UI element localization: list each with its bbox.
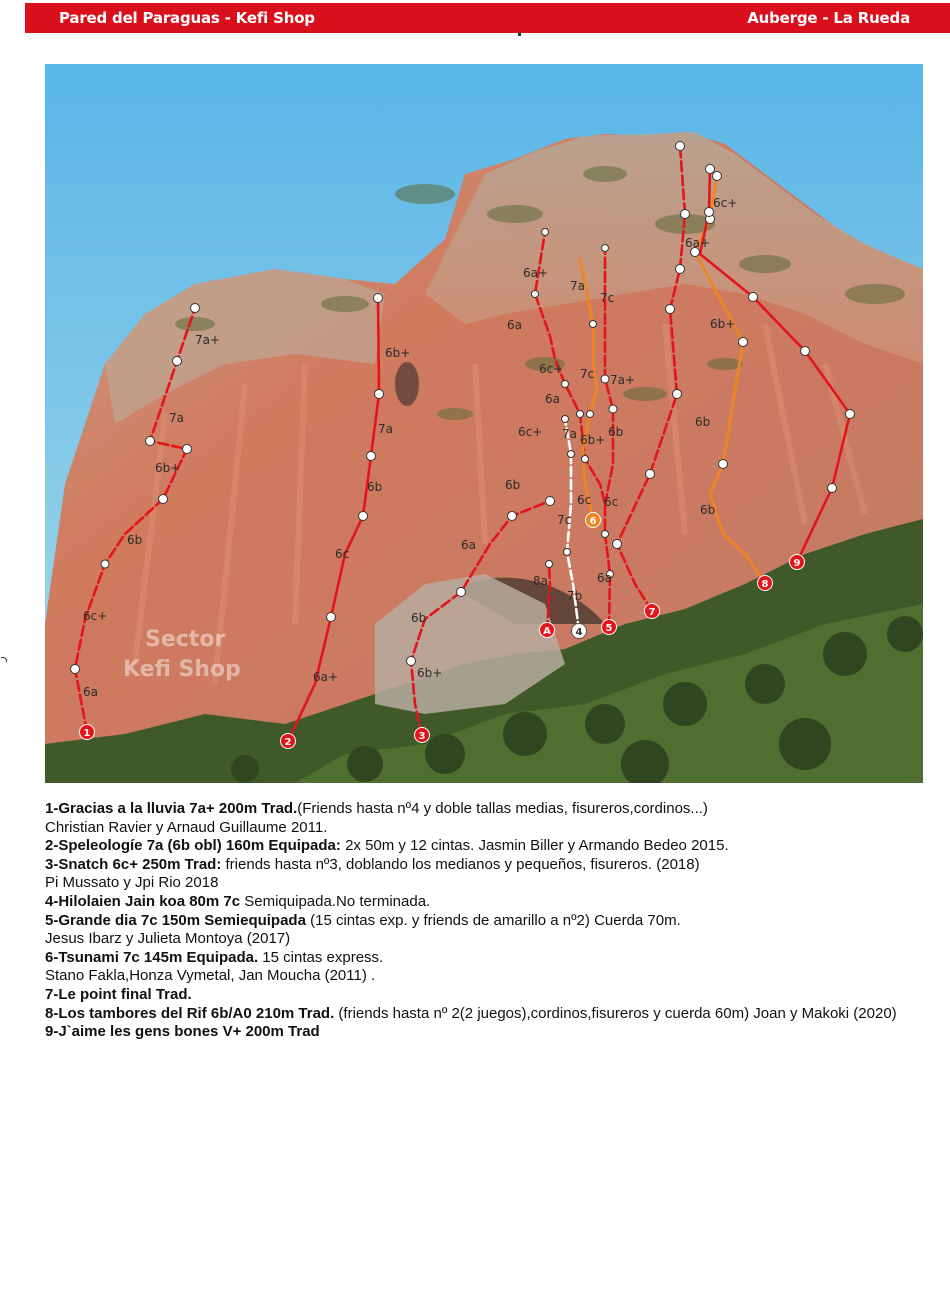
grade-label: 6b+: [385, 346, 411, 360]
scan-mark: [1, 657, 7, 662]
legend-route-8: 8-Los tambores del Rif 6b/A0 210m Trad. (friends hasta nº 2(2 juegos),cordinos,fisureros y cuerda 60m) Joan y Makoki (2020): [45, 1004, 897, 1022]
cave: [395, 362, 419, 406]
legend-route-1-authors: Christian Ravier y Arnaud Guillaume 2011.: [45, 818, 328, 836]
grade-label: 7a: [169, 411, 184, 425]
grade-label: 6b+: [155, 461, 181, 475]
grade-label: 6a: [461, 538, 476, 552]
svg-text:6: 6: [589, 516, 597, 527]
grade-label: 6b+: [417, 666, 443, 680]
grade-label: 6a+: [685, 236, 711, 250]
svg-text:7: 7: [648, 607, 656, 618]
svg-text:5: 5: [605, 623, 613, 634]
legend-route-7: 7-Le point final Trad.: [45, 985, 192, 1003]
grade-label: 7a: [378, 422, 393, 436]
svg-text:1: 1: [83, 728, 91, 739]
grade-label: 6c+: [518, 425, 543, 439]
route-marker-3: [415, 728, 430, 743]
route-marker-4: [572, 624, 587, 639]
grade-label: 7a: [562, 427, 577, 441]
grade-label: 7a+: [195, 333, 221, 347]
legend-route-9: 9-J`aime les gens bones V+ 200m Trad: [45, 1023, 320, 1041]
grade-label: 6a: [507, 318, 522, 332]
legend-route-3: 3-Snatch 6c+ 250m Trad: friends hasta nº3, doblando los medianos y pequeños, fisureros. (2018): [45, 855, 700, 873]
route-marker-5: [602, 620, 617, 635]
route-marker-1: [80, 725, 95, 740]
header-left-title: Pared del Paraguas - Kefi Shop: [59, 9, 315, 27]
topo-photo: [45, 64, 923, 783]
grade-label: 6c: [577, 493, 592, 507]
watermark-line2: Kefi Shop: [123, 657, 241, 682]
grade-label: 6b+: [580, 433, 606, 447]
svg-text:8: 8: [761, 579, 769, 590]
grade-label: 7c: [557, 513, 572, 527]
grade-label: 6b: [127, 533, 143, 547]
route-marker-8: [758, 576, 773, 591]
svg-text:9: 9: [793, 558, 801, 569]
grade-label: 6c: [335, 547, 350, 561]
svg-text:2: 2: [284, 737, 292, 748]
legend-route-6-authors: Stano Fakla,Honza Vymetal, Jan Moucha (2011) .: [45, 967, 376, 985]
grade-label: 6c+: [83, 609, 108, 623]
grade-label: 6a: [83, 685, 98, 699]
legend-route-2: 2-Speleologíe 7a (6b obl) 160m Equipada: 2x 50m y 12 cintas. Jasmin Biller y Armando Bedeo 2015.: [45, 837, 729, 855]
legend-route-5: 5-Grande dia 7c 150m Semiequipada (15 cintas exp. y friends de amarillo a nº2) Cuerda 70m.: [45, 911, 681, 929]
route-legend: [45, 800, 925, 1042]
svg-text:4: 4: [575, 627, 583, 638]
grade-label: 6a+: [313, 670, 339, 684]
scan-mark: [518, 32, 521, 36]
grade-label: 6a: [545, 392, 560, 406]
grade-label: 6b: [411, 611, 427, 625]
svg-text:A: A: [543, 626, 551, 637]
grade-label: 6b: [505, 478, 521, 492]
route-marker-6: [586, 513, 601, 528]
grade-label: 6b: [700, 503, 716, 517]
grade-label: 6a: [597, 571, 612, 585]
legend-route-1: 1-Gracias a la lluvia 7a+ 200m Trad.(Friends hasta nº4 y doble tallas medias, fisureros,cordinos...): [45, 800, 708, 817]
grade-label: 7c: [580, 367, 595, 381]
legend-route-4: 4-Hilolaien Jain koa 80m 7c Semiquipada.No terminada.: [45, 892, 431, 910]
legend-route-6: 6-Tsunami 7c 145m Equipada. 15 cintas express.: [45, 948, 384, 966]
watermark-line1: Sector: [145, 627, 226, 652]
grade-label: 6c: [604, 495, 619, 509]
grade-label: 7a: [570, 279, 585, 293]
grade-label: 7c: [600, 291, 615, 305]
page-header: [25, 3, 950, 33]
route-marker-9: [790, 555, 805, 570]
grade-label: 6b+: [710, 317, 736, 331]
grade-label: 8a: [533, 574, 548, 588]
route-marker-7: [645, 604, 660, 619]
svg-text:3: 3: [418, 731, 426, 742]
grade-label: 6c+: [713, 196, 738, 210]
route-marker-A: [540, 623, 555, 638]
legend-route-3-authors: Pi Mussato y Jpi Rio 2018: [45, 874, 219, 892]
grade-label: 7a+: [610, 373, 636, 387]
grade-label: 6a+: [523, 266, 549, 280]
grade-label: 6c+: [539, 362, 564, 376]
grade-label: 6b: [608, 425, 624, 439]
route-marker-2: [281, 734, 296, 749]
header-right-title: Auberge - La Rueda: [747, 9, 910, 27]
legend-route-5-authors: Jesus Ibarz y Julieta Montoya (2017): [45, 930, 291, 948]
grade-label: 6b: [695, 415, 711, 429]
grade-label: 7b: [567, 589, 583, 603]
grade-label: 6b: [367, 480, 383, 494]
